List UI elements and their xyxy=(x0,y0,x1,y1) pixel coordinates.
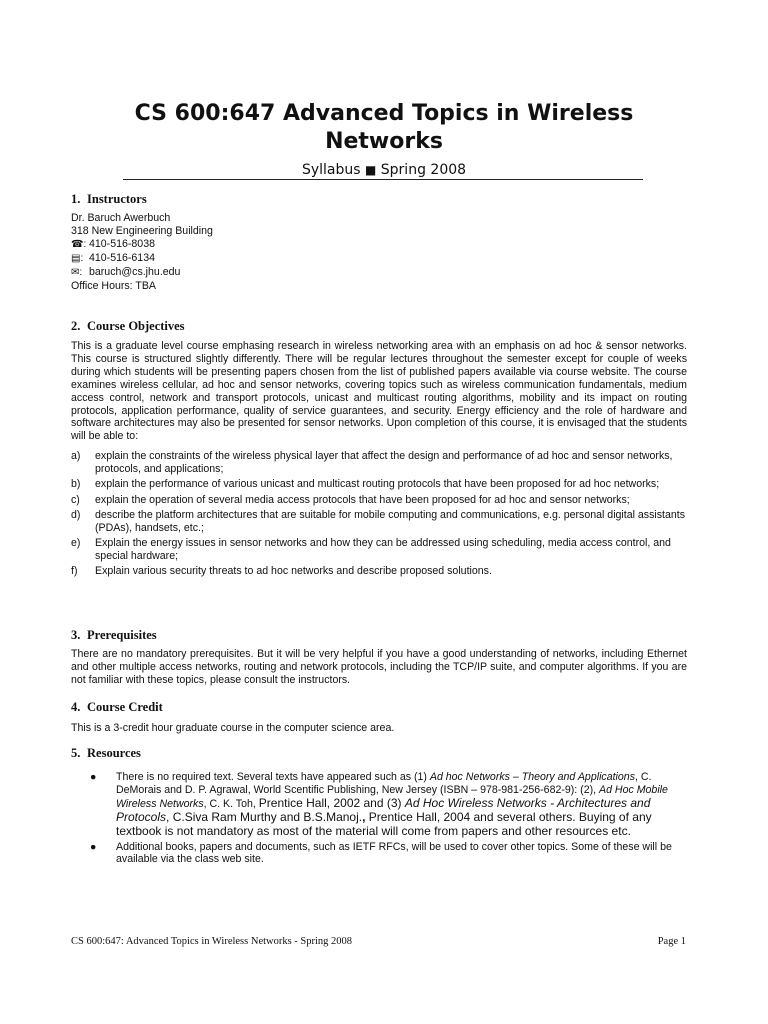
list-item: d) describe the platform architectures that are suitable for mobile computing and communications, e.g. personal digital assistants (PDAs), handsets, etc.; xyxy=(71,508,686,534)
list-item: b) explain the performance of various unicast and multicast routing protocols that have been proposed for ad hoc networks; xyxy=(71,478,660,491)
list-item: f) Explain various security threats to ad hoc networks and describe proposed solutions. xyxy=(71,565,492,578)
section-heading-prerequisites: 3. Prerequisites xyxy=(71,628,157,642)
objectives-intro: This is a graduate level course emphasing research in wireless networking area with an emphasis on ad hoc & sensor networks. This course is structured slightly differently. There will be regular lectures throughout the semester except for couple of weeks during which students will be presenting papers chosen from the list of published papers available via course website. The course examines wireless cellular, ad hoc and sensor networks, covering topics such as wireless communication fundamentals, medium access control, network and transport protocols, unicast and multicast routing algorithms, mobility and its impact on routing protocols, application performance, quality of service guarantees, and security. Energy efficiency and the role of hardware and software architectures may also be presented for sensor networks. Upon completion of this course, it is envisaged that the students will be able to: xyxy=(71,340,687,443)
section-heading-objectives: 2. Course Objectives xyxy=(71,319,185,333)
instructor-name: Dr. Baruch Awerbuch xyxy=(71,212,171,224)
document-subtitle xyxy=(100,161,668,179)
resources-list xyxy=(90,771,688,866)
credit-text: This is a 3-credit hour graduate course in the computer science area. xyxy=(71,722,395,734)
subtitle-term: Spring 2008 xyxy=(380,162,467,178)
instructor-email: ✉: baruch@cs.jhu.edu xyxy=(71,265,181,278)
instructor-fax: ▤: 410-516-6134 xyxy=(71,251,155,264)
list-item: c) explain the operation of several media access protocols that have been proposed for ad hoc and sensor networks; xyxy=(71,493,630,506)
list-item: ● There is no required text. Several texts have appeared such as (1) Ad hoc Networks – Theory and Applications, C. DeMorais and D. P. Agrawal, World Scentific Publishing, New Jersey (ISBN – 978-981-256-682-9): (2), Ad Hoc Mobile Wireless Networks, C. K. Toh, Prentice Hall, 2002 and (3) Ad Hoc Wireless Networks - Architectures and Protocols, C.Siva Ram Murthy and B.S.Manoj., Prentice Hall, 2004 and several others. Buying of any textbook is not mandatory as most of the material will come from papers and other resources etc. xyxy=(90,771,668,838)
list-item: e) Explain the energy issues in sensor networks and how they can be addressed using scheduling, media access control, and special hardware; xyxy=(71,537,671,562)
footer-course: CS 600:647: Advanced Topics in Wireless Networks - Spring 2008 xyxy=(71,936,353,947)
section-heading-credit: 4. Course Credit xyxy=(71,700,163,714)
title-divider xyxy=(123,179,643,180)
objectives-list xyxy=(71,450,687,578)
list-item: ● Additional books, papers and documents, such as IETF RFCs, will be used to cover other topics. Some of these will be available via the class web site. xyxy=(90,840,672,866)
telephone-icon: ☎: xyxy=(71,238,87,250)
instructor-info xyxy=(71,212,213,292)
subtitle-separator-icon: ■ xyxy=(364,163,377,177)
bullet-icon: ● xyxy=(90,840,97,853)
page-number: Page 1 xyxy=(657,936,686,947)
section-heading-instructors: 1. Instructors xyxy=(71,192,147,206)
fax-icon: ▤: xyxy=(71,252,84,264)
prerequisites-text: There are no mandatory prerequisites. But it will be very helpful if you have a good understanding of networks, including Ethernet and other multiple access networks, routing and network protocols, including the TCP/IP suite, and computer algorithms. If you are not familiar with these topics, please consult the instructors. xyxy=(71,648,687,686)
subtitle-label: Syllabus xyxy=(301,162,361,178)
bullet-icon: ● xyxy=(90,771,97,783)
section-heading-resources: 5. Resources xyxy=(71,746,141,760)
office-hours: Office Hours: TBA xyxy=(71,279,156,292)
instructor-phone: ☎: 410-516-8038 xyxy=(71,237,155,250)
book-title: Ad Hoc Mobile Wireless Networks xyxy=(116,783,668,810)
book-title: Ad Hoc Wireless Networks - Architectures and Protocols xyxy=(116,795,651,824)
instructor-office: 318 New Engineering Building xyxy=(71,224,213,237)
email-icon: ✉: xyxy=(71,266,83,278)
list-item: a) explain the constraints of the wireless physical layer that affect the design and performance of ad hoc and sensor networks, protocols, and applications; xyxy=(71,450,673,475)
document-title: CS 600:647 Advanced Topics in Wireless Networks xyxy=(134,101,634,154)
book-title: Ad hoc Networks – Theory and Applications xyxy=(429,771,635,783)
